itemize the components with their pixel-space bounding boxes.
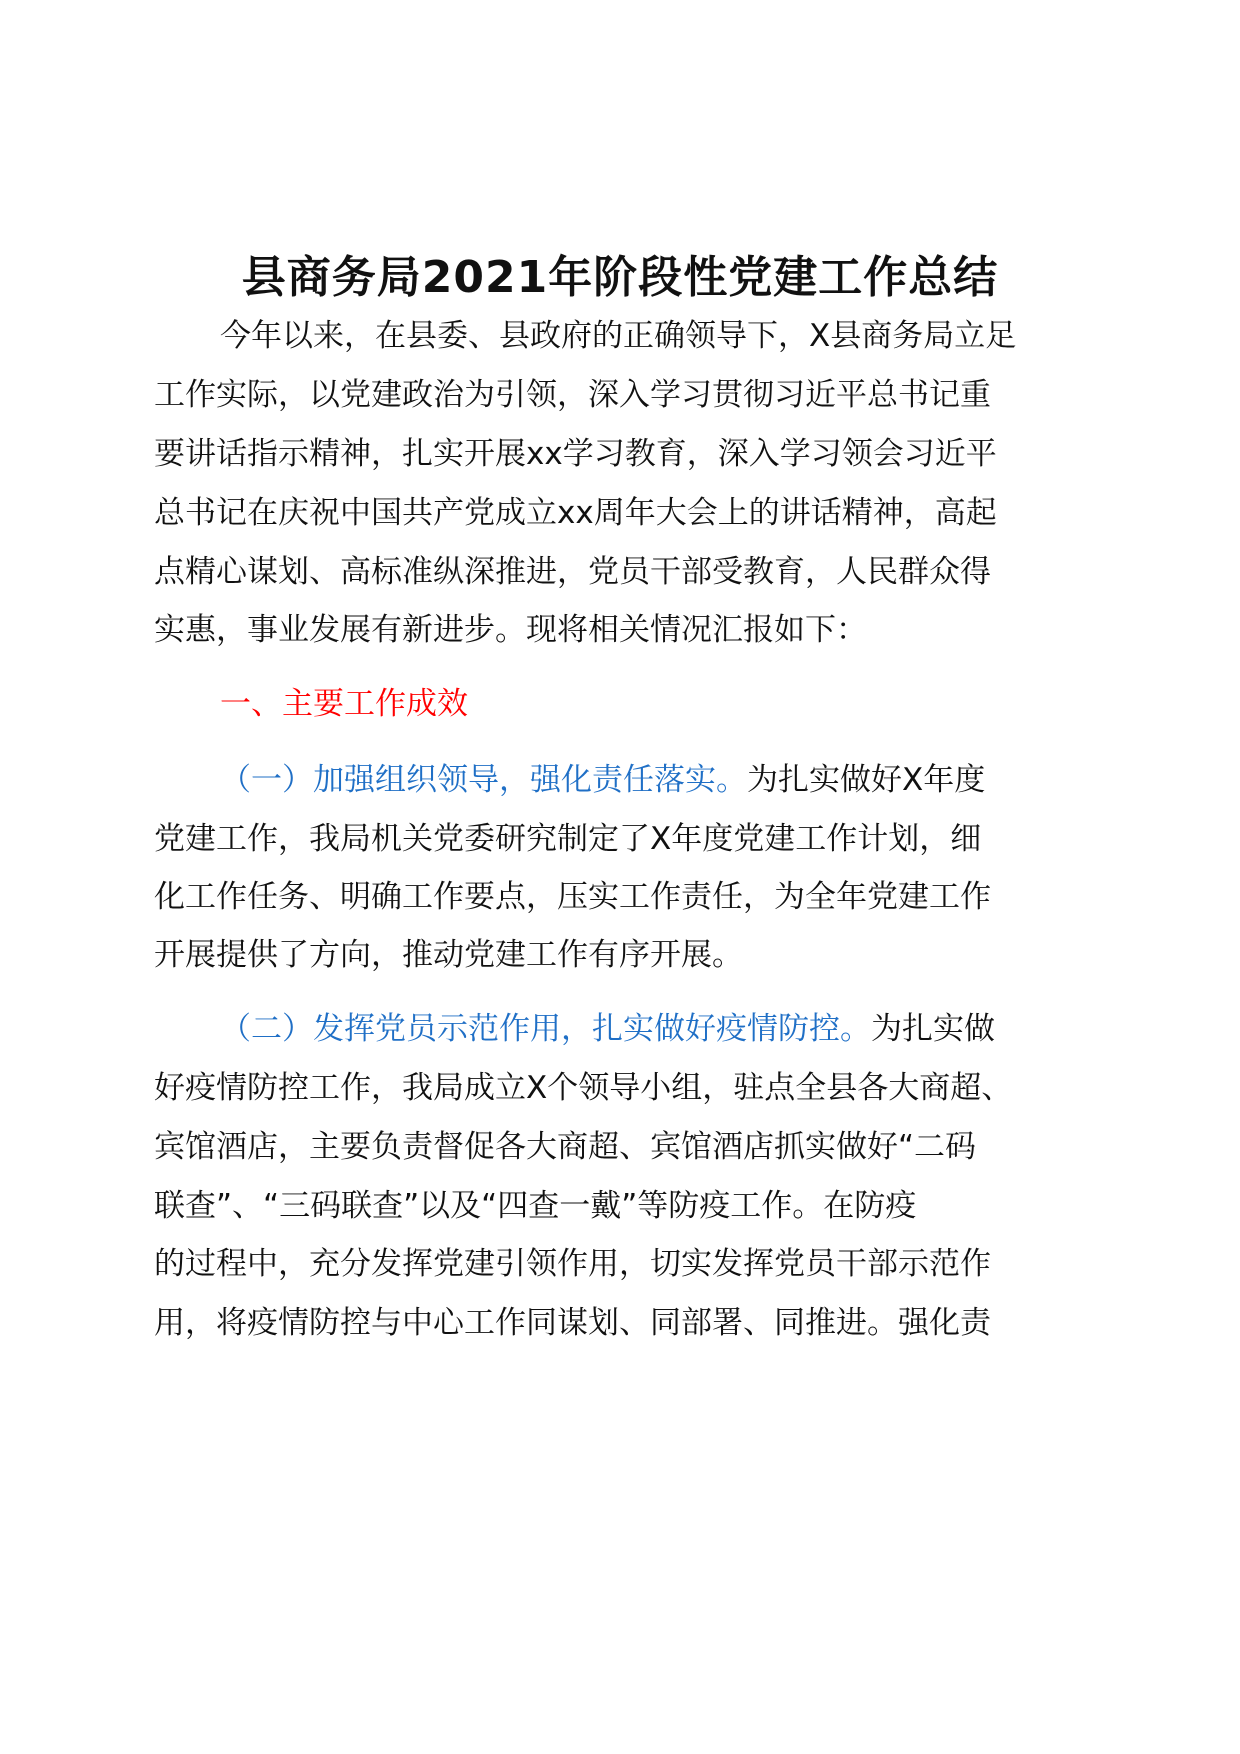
section-heading: 一、主要工作成效: [220, 686, 468, 722]
intro-line: 今年以来，在县委、县政府的正确领导下，X县商务局立足: [220, 318, 1017, 354]
document-title: 县商务局2021年阶段性党建工作总结: [241, 252, 999, 303]
intro-line: 要讲话指示精神，扎实开展xx学习教育，深入学习领会习近平: [154, 436, 997, 472]
intro-line: 工作实际，以党建政治为引领，深入学习贯彻习近平总书记重: [154, 377, 991, 413]
item-line: 联查”、“三码联查”以及“四查一戴”等防疫工作。在防疫: [154, 1188, 917, 1224]
item-line: 宾馆酒店，主要负责督促各大商超、宾馆酒店抓实做好“二码: [154, 1129, 977, 1165]
item-first-line: [220, 996, 1160, 1062]
intro-line: 实惠，事业发展有新进步。现将相关情况汇报如下：: [154, 612, 867, 648]
item-text: 为扎实做: [871, 1011, 995, 1047]
item-heading: （二）发挥党员示范作用，扎实做好疫情防控。: [220, 1011, 871, 1047]
item-line: 好疫情防控工作，我局成立X个领导小组，驻点全县各大商超、: [154, 1070, 1013, 1106]
item-line: 党建工作，我局机关党委研究制定了X年度党建工作计划，细: [154, 821, 982, 857]
item-first-line: [220, 747, 1160, 813]
item-text: 为扎实做好X年度: [747, 762, 986, 798]
intro-line: 点精心谋划、高标准纵深推进，党员干部受教育，人民群众得: [154, 554, 991, 590]
item-line: 化工作任务、明确工作要点，压实工作责任，为全年党建工作: [154, 879, 991, 915]
item-line: 用，将疫情防控与中心工作同谋划、同部署、同推进。强化责: [154, 1305, 991, 1341]
intro-line: 总书记在庆祝中国共产党成立xx周年大会上的讲话精神，高起: [154, 495, 997, 531]
item-line: 开展提供了方向，推动党建工作有序开展。: [154, 937, 743, 973]
item-line: 的过程中，充分发挥党建引领作用，切实发挥党员干部示范作: [154, 1246, 991, 1282]
item-heading: （一）加强组织领导，强化责任落实。: [220, 762, 747, 798]
